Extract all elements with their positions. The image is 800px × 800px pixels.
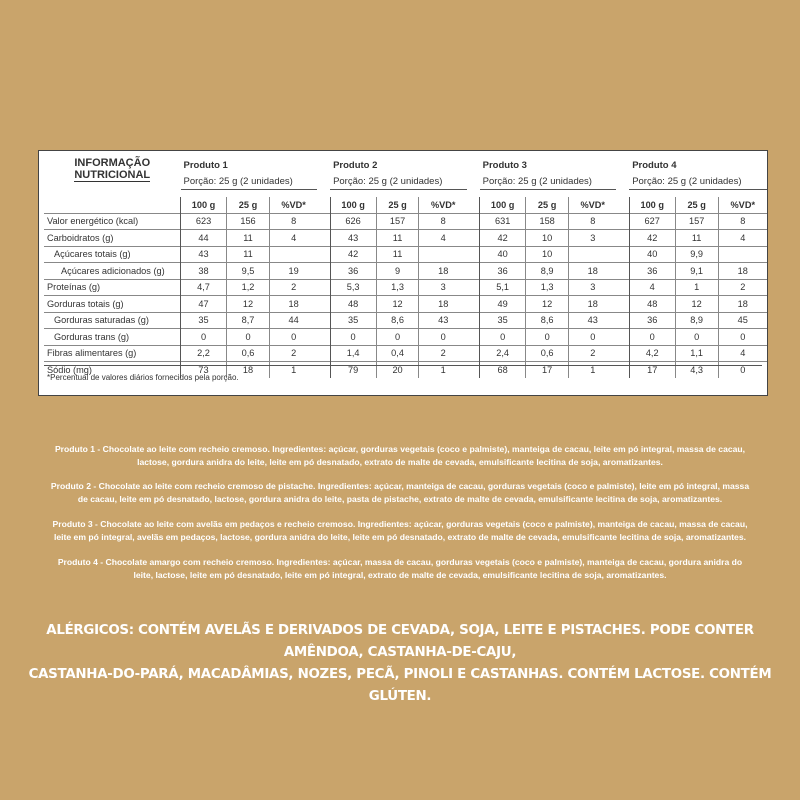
table-row [44,213,767,230]
table-row [44,345,767,362]
nutrient-value: 3 [419,279,467,296]
nutrient-value: 2 [569,345,617,362]
nutrient-value: 73 [181,362,227,378]
nutrient-value: 10 [526,230,569,247]
nutrient-value [269,246,317,263]
nutrient-value: 0 [718,329,767,346]
table-row [44,263,767,280]
nutrient-value: 8,9 [526,263,569,280]
nutrient-value: 0,6 [227,345,270,362]
table-row [44,312,767,329]
nutrient-value: 10 [526,246,569,263]
column-header: 25 g [526,197,569,213]
description-line: Produto 3 - Chocolate ao leite com avelãs em pedaços e recheio cremoso. Ingredientes: açúcar, gorduras vegetais (coco e palmiste), manteiga de cacau, massa de cacau, [52,519,748,529]
nutrient-value: 4 [629,279,675,296]
table-row [44,230,767,247]
nutrient-value: 8 [419,213,467,230]
nutrient-value: 626 [330,213,376,230]
nutrient-value: 8,6 [526,312,569,329]
nutrient-value: 0 [227,329,270,346]
nutrient-value: 0 [330,329,376,346]
nutrient-value: 8,6 [376,312,419,329]
nutrient-value: 45 [718,312,767,329]
nutrient-value: 627 [629,213,675,230]
nutrient-value: 2 [718,279,767,296]
column-header: 25 g [675,197,718,213]
product-name: Produto 1 [183,160,228,172]
nutrient-value: 9,1 [675,263,718,280]
nutrient-value: 0 [718,362,767,378]
nutrient-value: 35 [181,312,227,329]
table-row [44,246,767,263]
nutrient-value: 0 [419,329,467,346]
nutrient-label: Gorduras saturadas (g) [44,312,181,329]
nutrient-value: 4,3 [675,362,718,378]
nutrient-value: 0 [526,329,569,346]
nutrient-label: Carboidratos (g) [44,230,181,247]
nutrient-value: 18 [419,263,467,280]
nutrient-value: 1,3 [526,279,569,296]
nutrient-value: 2 [269,279,317,296]
nutrient-value: 18 [569,296,617,313]
column-header: %VD* [718,197,767,213]
nutrient-value: 8 [718,213,767,230]
nutrient-value: 2 [419,345,467,362]
nutrient-value: 48 [330,296,376,313]
nutrient-value: 0 [675,329,718,346]
product-name: Produto 3 [482,160,527,172]
nutrient-value: 42 [629,230,675,247]
nutrient-value: 0 [376,329,419,346]
nutrient-value: 8 [569,213,617,230]
nutrient-value: 623 [181,213,227,230]
nutrient-value: 4 [419,230,467,247]
nutrient-label: Açúcares adicionados (g) [44,263,181,280]
nutrient-value: 8,9 [675,312,718,329]
footnote: *Percentual de valores diários fornecidos pela porção. [47,373,239,382]
nutrient-value [718,246,767,263]
nutrient-value: 35 [330,312,376,329]
nutrient-value: 5,3 [330,279,376,296]
nutrient-label: Açúcares totais (g) [44,246,181,263]
column-header: %VD* [419,197,467,213]
table-title [44,155,181,190]
table-row [44,296,767,313]
nutrient-value: 4,2 [629,345,675,362]
nutrient-value: 44 [269,312,317,329]
nutrient-value: 631 [480,213,526,230]
nutrient-value [419,246,467,263]
description-line: Produto 4 - Chocolate amargo com recheio cremoso. Ingredientes: açúcar, massa de cacau, gorduras vegetais (coco e palmiste), manteiga de cacau, gordura anidra do [57,557,743,567]
nutrient-value: 17 [526,362,569,378]
column-header: 100 g [330,197,376,213]
column-header: 100 g [480,197,526,213]
product-2-description [30,480,770,506]
nutrient-value: 12 [227,296,270,313]
description-line: Produto 1 - Chocolate ao leite com recheio cremoso. Ingredientes: açúcar, gorduras vegetais (coco e palmiste), manteiga de cacau, leite em pó integral, massa de cacau, [54,444,746,454]
nutrient-label: Valor energético (kcal) [44,213,181,230]
nutrition-table [44,155,767,378]
nutrient-value: 12 [675,296,718,313]
nutrient-value: 40 [480,246,526,263]
nutrient-value: 43 [181,246,227,263]
nutrient-value: 36 [480,263,526,280]
allergens-line: ALÉRGICOS: CONTÉM AVELÃS E DERIVADOS DE CEVADA, SOJA, LEITE E PISTACHES. PODE CONTER AMÊNDOA, CASTANHA-DE-CAJU, [46,623,754,660]
nutrient-value: 68 [480,362,526,378]
nutrient-value: 0,6 [526,345,569,362]
nutrient-value: 4 [718,345,767,362]
nutrient-value: 4,7 [181,279,227,296]
description-line: Produto 2 - Chocolate ao leite com recheio cremoso de pistache. Ingredientes: açúcar, manteiga de cacau, gorduras vegetais (coco e palmiste), leite em pó integral, massa [50,481,750,491]
description-line: de cacau, leite em pó desnatado, lactose, gordura anidra do leite, pasta de pistache, extrato de malte de cevada, emulsificante lecitina de soja, aromatizantes. [77,494,723,504]
nutrient-value: 42 [330,246,376,263]
header-row-products [44,155,767,174]
description-line: leite em pó integral, avelãs em pedaços, lactose, gordura anidra do leite, leite em pó desnatado, extrato de malte de cevada, emulsificante lecitina de soja, aromatizantes. [53,532,747,542]
nutrient-value: 11 [227,246,270,263]
nutrient-value: 11 [227,230,270,247]
nutrient-value: 4 [269,230,317,247]
nutrient-value: 36 [629,312,675,329]
nutrient-value: 2,2 [181,345,227,362]
product-name: Produto 2 [333,160,378,172]
nutrient-value: 40 [629,246,675,263]
nutrient-value: 38 [181,263,227,280]
product-3-description [30,518,770,544]
product-name: Produto 4 [632,160,677,172]
nutrient-value: 0,4 [376,345,419,362]
column-header-row [44,197,767,213]
nutrient-value: 2 [269,345,317,362]
nutrient-value: 11 [376,246,419,263]
nutrient-value: 8 [269,213,317,230]
nutrient-label: Gorduras trans (g) [44,329,181,346]
table-title-line: NUTRICIONAL [74,169,151,181]
product-portion: Porção: 25 g (2 unidades) [480,174,617,190]
nutrient-value: 1 [569,362,617,378]
nutrient-value: 43 [569,312,617,329]
nutrient-value: 0 [480,329,526,346]
nutrient-value: 2,4 [480,345,526,362]
column-header: 25 g [227,197,270,213]
nutrient-value: 18 [569,263,617,280]
nutrient-value: 18 [419,296,467,313]
product-4-description [30,556,770,582]
nutrient-value: 12 [526,296,569,313]
nutrient-value: 18 [269,296,317,313]
nutrient-value: 17 [629,362,675,378]
nutrient-value: 9,9 [675,246,718,263]
nutrient-value: 1 [419,362,467,378]
nutrient-value: 1,1 [675,345,718,362]
nutrient-value: 5,1 [480,279,526,296]
nutrient-value: 9,5 [227,263,270,280]
product-portion: Porção: 25 g (2 unidades) [181,174,318,190]
nutrient-value: 3 [569,279,617,296]
nutrition-facts-panel [38,150,768,396]
description-line: leite, lactose, leite em pó desnatado, leite em pó integral, extrato de malte de cevada, emulsificante lecitina de soja, aromatizantes. [133,570,667,580]
nutrient-value [569,246,617,263]
product-portion: Porção: 25 g (2 unidades) [629,174,767,190]
column-header: 25 g [376,197,419,213]
nutrient-value: 44 [181,230,227,247]
nutrient-value: 42 [480,230,526,247]
description-line: lactose, gordura anidra do leite, leite em pó desnatado, extrato de malte de cevada, emulsificante lecitina de soja, aromatizantes. [137,457,663,467]
nutrient-value: 47 [181,296,227,313]
nutrient-value: 1,2 [227,279,270,296]
nutrient-value: 156 [227,213,270,230]
allergens-line: CASTANHA-DO-PARÁ, MACADÂMIAS, NOZES, PECÃ, PINOLI E CASTANHAS. CONTÉM LACTOSE. CONTÉM GLÚTEN. [28,667,772,704]
nutrient-label: Proteínas (g) [44,279,181,296]
nutrient-value: 49 [480,296,526,313]
allergens-warning [20,620,780,708]
nutrient-value: 1 [675,279,718,296]
nutrient-value: 157 [675,213,718,230]
nutrient-value: 11 [675,230,718,247]
nutrient-value: 18 [718,263,767,280]
nutrient-value: 11 [376,230,419,247]
table-row [44,279,767,296]
nutrient-value: 79 [330,362,376,378]
footnote-divider [44,365,762,366]
column-header: 100 g [181,197,227,213]
product-portion: Porção: 25 g (2 unidades) [330,174,467,190]
nutrient-value: 0 [181,329,227,346]
nutrient-label: Sódio (mg) [44,362,181,378]
nutrient-value: 36 [330,263,376,280]
nutrient-label: Gorduras totais (g) [44,296,181,313]
nutrient-value: 9 [376,263,419,280]
table-title-line: INFORMAÇÃO [74,157,151,169]
column-header: %VD* [569,197,617,213]
nutrient-value: 19 [269,263,317,280]
nutrient-value: 36 [629,263,675,280]
nutrient-value: 20 [376,362,419,378]
nutrient-value: 18 [718,296,767,313]
nutrient-value: 43 [330,230,376,247]
nutrient-value: 1 [269,362,317,378]
column-header: %VD* [269,197,317,213]
nutrient-value: 35 [480,312,526,329]
nutrient-value: 4 [718,230,767,247]
nutrient-value: 1,4 [330,345,376,362]
nutrient-value: 1,3 [376,279,419,296]
nutrient-value: 12 [376,296,419,313]
nutrient-value: 158 [526,213,569,230]
table-row [44,329,767,346]
nutrient-value: 18 [227,362,270,378]
nutrient-value: 8,7 [227,312,270,329]
nutrient-label: Fibras alimentares (g) [44,345,181,362]
nutrient-value: 48 [629,296,675,313]
nutrient-value: 0 [569,329,617,346]
column-header: 100 g [629,197,675,213]
nutrient-value: 43 [419,312,467,329]
product-1-description [30,443,770,469]
nutrient-value: 0 [269,329,317,346]
nutrient-value: 157 [376,213,419,230]
nutrient-value: 3 [569,230,617,247]
nutrient-value: 0 [629,329,675,346]
